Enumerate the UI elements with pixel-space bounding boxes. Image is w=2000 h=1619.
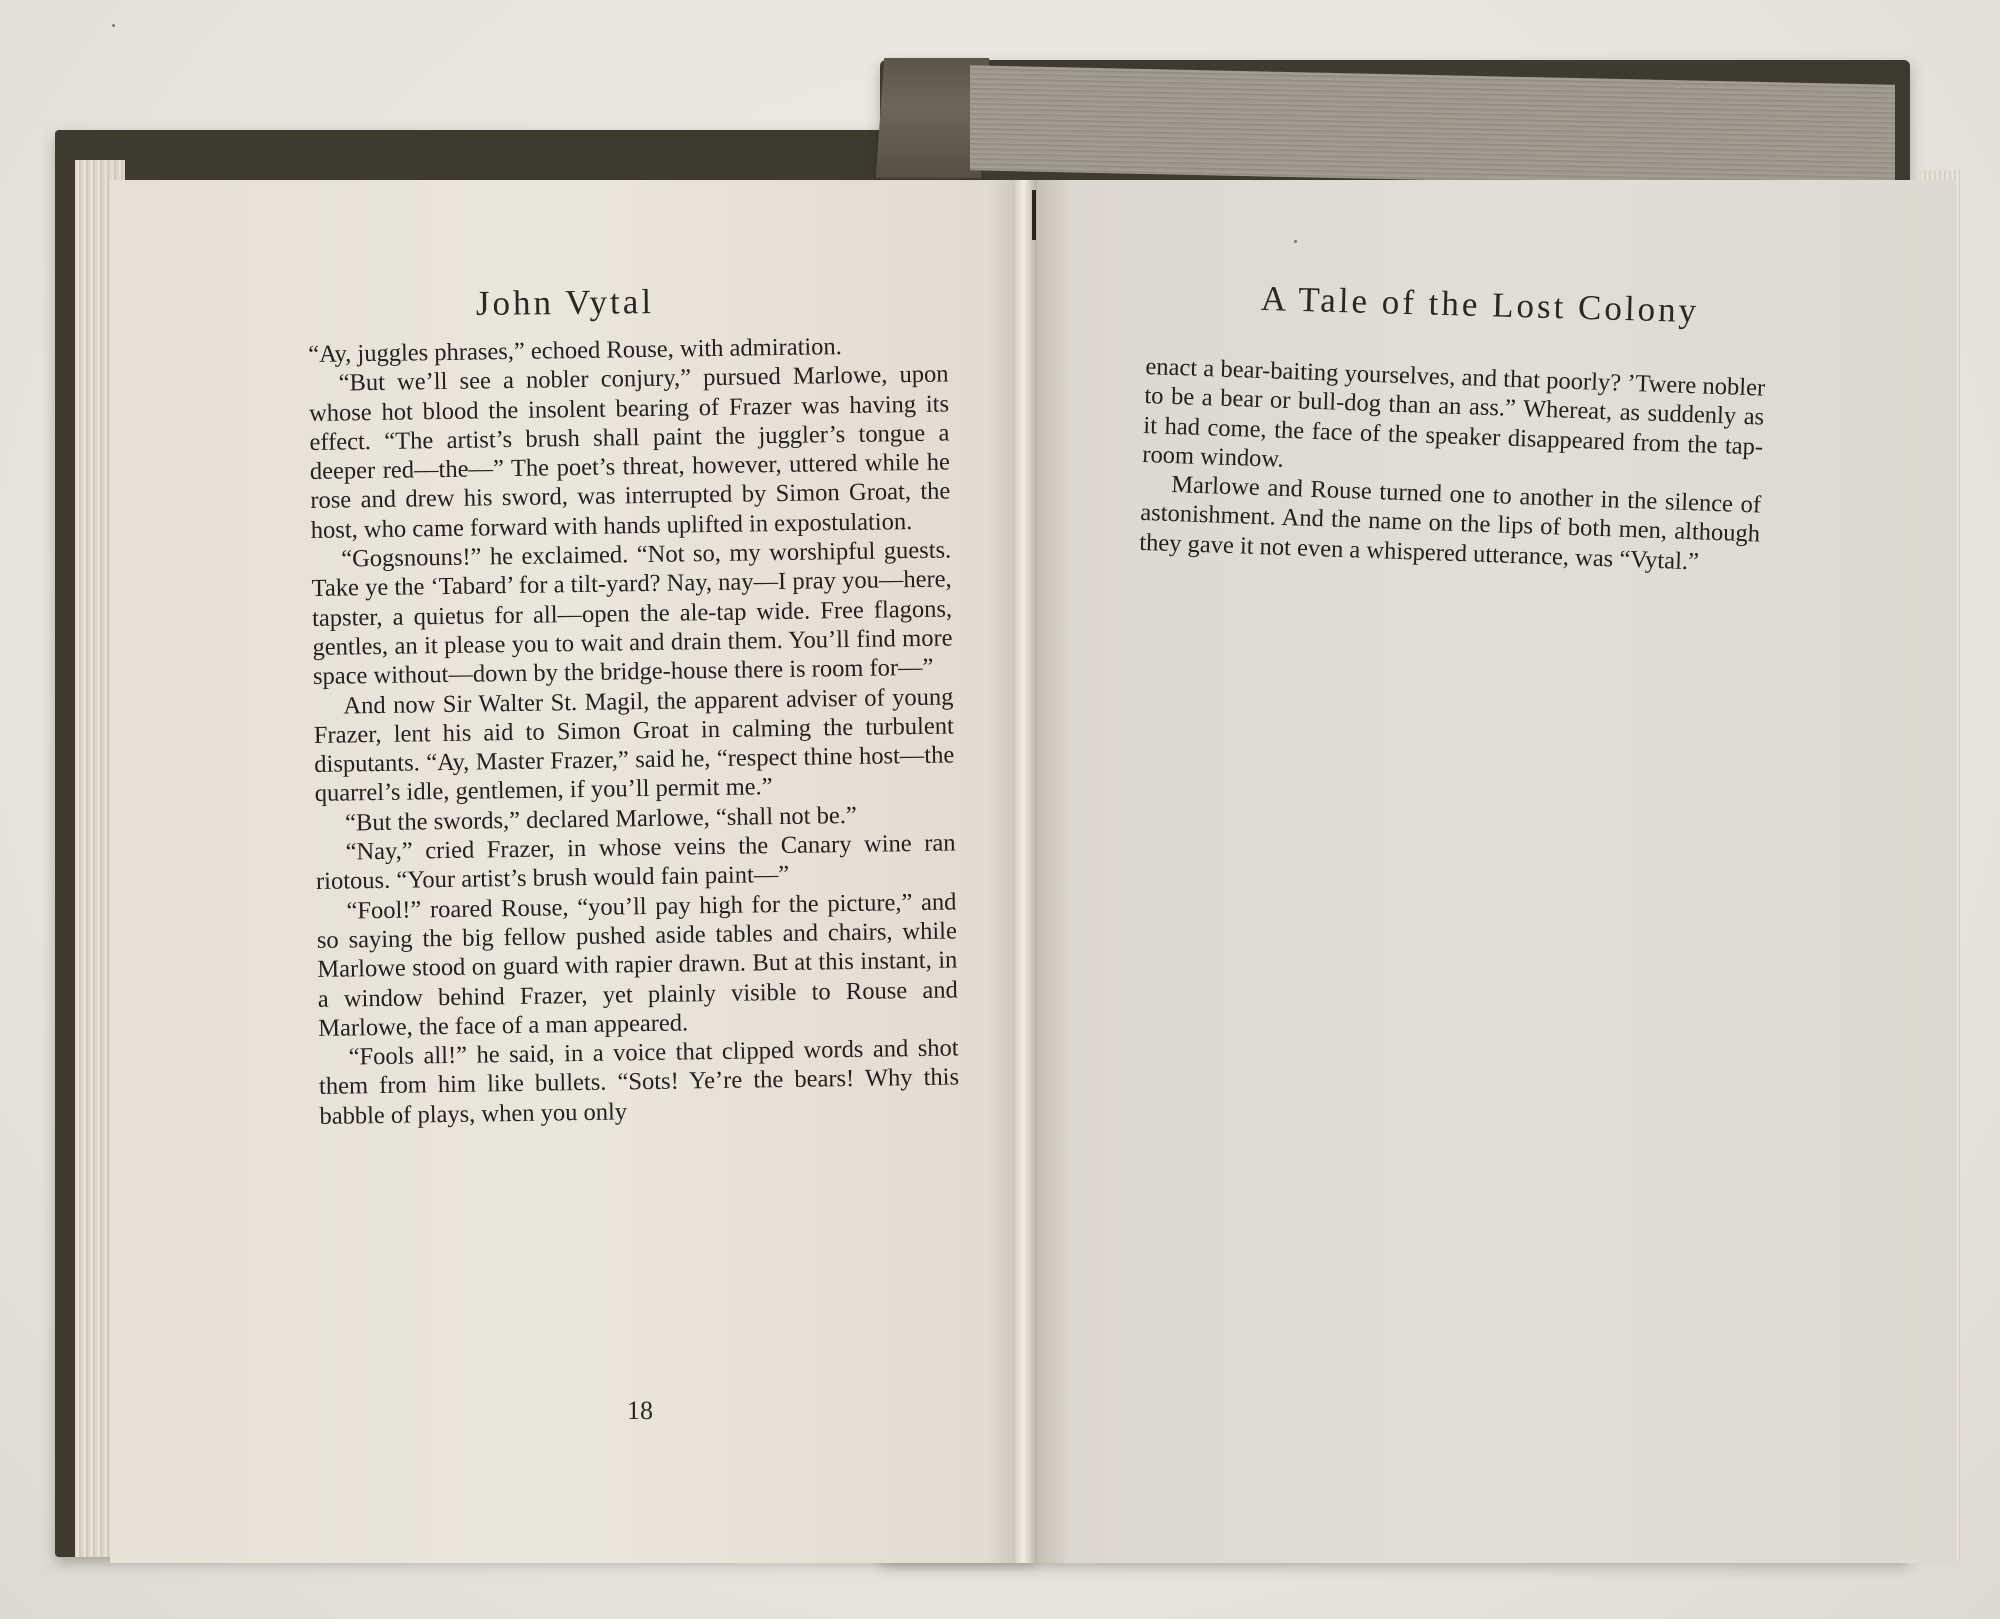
right-running-header: A Tale of the Lost Colony: [1260, 278, 1700, 331]
page-number: 18: [627, 1396, 653, 1425]
paragraph: “Gogsnouns!” he exclaimed. “Not so, my worshipful guests. Take ye the ‘Tabard’ for a tilt-yard? Nay, nay—I pray you—here, tapster, a quietus for all—open the ale-tap wide. Free flagons, gentles, an it please you to wait and drain them. You’ll find more space without—down by the bridge-house there is room for—”: [311, 536, 953, 691]
page-block-edge: [970, 65, 1895, 189]
paragraph: Marlowe and Rouse turned one to another in the silence of astonishment. And the name on the lips of both men, although they gave it not even a whispered utterance, was “Vytal.”: [1138, 471, 1762, 576]
left-page-text: [308, 331, 960, 1131]
paragraph: And now Sir Walter St. Magil, the apparent adviser of young Frazer, lent his aid to Simon Groat in calming the turbulent disputants. “Ay, Master Frazer,” said he, “respect thine host—the quarrel’s idle, gentlemen, if you’ll permit me.”: [313, 683, 955, 808]
paragraph: “Fools all!” he said, in a voice that clipped words and shot them from him like bullets. “Sots! Ye’re the bears! Why this babble of plays, when you only: [318, 1034, 960, 1130]
paragraph: “Ay, juggles phrases,” echoed Rouse, with admiration.: [308, 333, 843, 368]
paragraph: “But the swords,” declared Marlowe, “shall not be.”: [344, 801, 857, 837]
gutter-shadow: [1032, 190, 1036, 240]
right-page-text: [1139, 352, 1766, 579]
paragraph: enact a bear-baiting yourselves, and that poorly? ’Twere nobler to be a bear or bull-dog than an ass.” Whereat, as suddenly as it had come, the face of the speaker disappeared from the tap-room window.: [1141, 352, 1766, 473]
left-running-header: John Vytal: [475, 282, 655, 323]
dust-speck: [112, 24, 115, 27]
paragraph: “Nay,” cried Frazer, in whose veins the Canary wine ran riotous. “Your artist’s brush would fain paint—”: [315, 829, 956, 896]
paragraph: “Fool!” roared Rouse, “you’ll pay high for the picture,” and so saying the big fellow pushed aside tables and chairs, while Marlowe stood on guard with rapier drawn. But at this instant, in a window behind Frazer, yet plainly visible to Rouse and Marlowe, the face of a man appeared.: [316, 888, 958, 1042]
book-gutter: [1015, 180, 1037, 1563]
dust-speck: [1294, 240, 1297, 243]
paragraph: “But we’ll see a nobler conjury,” pursued Marlowe, upon whose hot blood the insolent bearing of Frazer was having its effect. “The artist’s brush shall paint the juggler’s tongue a deeper red—the—” The poet’s threat, however, uttered while he rose and drew his sword, was interrupted by Simon Groat, the host, who came forward with hands uplifted in expostulation.: [308, 360, 951, 544]
